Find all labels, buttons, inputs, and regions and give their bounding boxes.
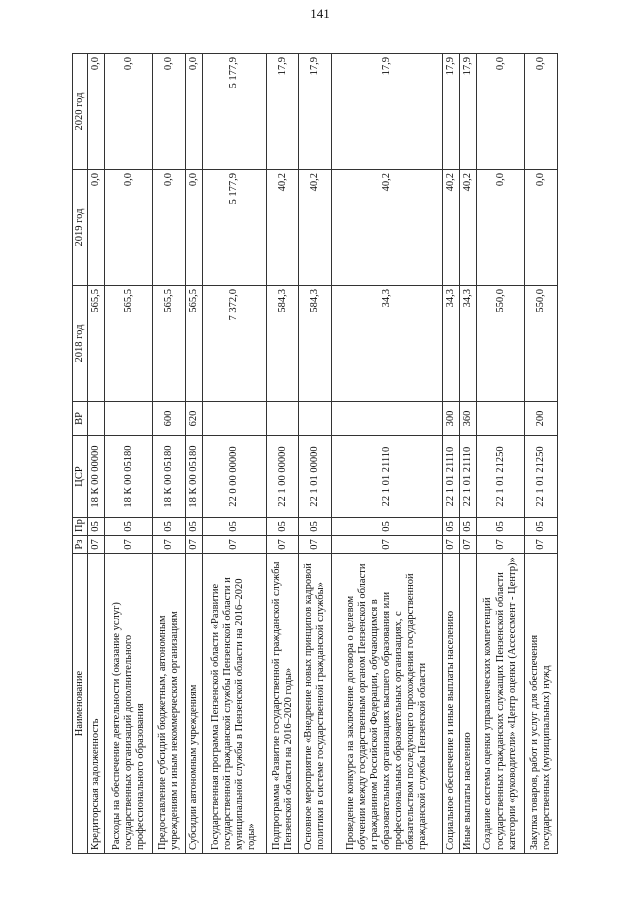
table-row [88,54,105,854]
cell-rz: 07 [443,536,460,554]
cell-rz: 07 [266,536,299,554]
header-2018: 2018 год [73,286,88,402]
cell-pr: 05 [202,518,266,536]
header-vr: ВР [73,402,88,436]
cell-pr: 05 [332,518,443,536]
table-row [332,54,443,854]
cell-vr: 360 [459,402,476,436]
cell-y2020: 17,9 [332,54,443,170]
cell-vr: 300 [443,402,460,436]
cell-y2019: 0,0 [153,170,186,286]
cell-y2019: 0,0 [476,170,524,286]
table-row [153,54,186,854]
table-row [202,54,266,854]
header-name: Наименование [73,554,88,854]
cell-csr: 22 0 00 00000 [202,436,266,518]
cell-y2018: 565,5 [88,286,105,402]
cell-name: Социальное обеспечение и иные выплаты населению [443,554,460,854]
cell-y2018: 565,5 [153,286,186,402]
table-row [299,54,332,854]
cell-pr: 05 [185,518,202,536]
table-row [185,54,202,854]
cell-vr: 600 [153,402,186,436]
cell-vr [202,402,266,436]
cell-y2020: 17,9 [443,54,460,170]
cell-y2018: 565,5 [104,286,152,402]
cell-vr [104,402,152,436]
header-csr: ЦСР [73,436,88,518]
cell-pr: 05 [443,518,460,536]
cell-rz: 07 [299,536,332,554]
cell-y2020: 0,0 [153,54,186,170]
cell-name: Создание системы оценки управленческих компетенций государственных гражданских служащих Пензенской области категории «руководители» «Центр оценки (Ассессмент - Центр)» [476,554,524,854]
cell-y2020: 0,0 [104,54,152,170]
cell-pr: 05 [476,518,524,536]
cell-name: Иные выплаты населению [459,554,476,854]
cell-csr: 22 1 01 21110 [459,436,476,518]
cell-csr: 22 1 00 00000 [266,436,299,518]
cell-pr: 05 [299,518,332,536]
cell-vr [299,402,332,436]
cell-csr: 22 1 01 21110 [332,436,443,518]
cell-y2019: 0,0 [104,170,152,286]
cell-pr: 05 [525,518,558,536]
cell-csr: 22 1 01 21110 [443,436,460,518]
cell-y2019: 40,2 [443,170,460,286]
cell-y2020: 17,9 [266,54,299,170]
cell-name: Кредиторская задолженность [88,554,105,854]
cell-y2019: 0,0 [525,170,558,286]
cell-y2019: 40,2 [266,170,299,286]
rotated-table-container [72,54,558,854]
cell-y2020: 0,0 [88,54,105,170]
cell-csr: 18 К 00 05180 [185,436,202,518]
cell-vr [476,402,524,436]
cell-name: Государственная программа Пензенской области «Развитие государственной гражданской службы Пензенской области и муниципальной службы в Пензенской области на 2016–2020 годы» [202,554,266,854]
table-row [525,54,558,854]
cell-rz: 07 [459,536,476,554]
table-body [88,54,558,854]
cell-pr: 05 [266,518,299,536]
cell-y2019: 40,2 [459,170,476,286]
page-number: 141 [310,6,330,21]
cell-csr: 22 1 01 21250 [476,436,524,518]
cell-vr [88,402,105,436]
header-2020: 2020 год [73,54,88,170]
cell-pr: 05 [459,518,476,536]
cell-csr: 22 1 01 00000 [299,436,332,518]
cell-name: Закупка товаров, работ и услуг для обеспечения государственных (муниципальных) нужд [525,554,558,854]
cell-rz: 07 [332,536,443,554]
table-row [104,54,152,854]
cell-y2018: 584,3 [299,286,332,402]
cell-vr: 200 [525,402,558,436]
cell-csr: 22 1 01 21250 [525,436,558,518]
cell-rz: 07 [202,536,266,554]
cell-csr: 18 К 00 05180 [104,436,152,518]
cell-y2018: 565,5 [185,286,202,402]
table-row [443,54,460,854]
cell-y2020: 17,9 [299,54,332,170]
cell-y2018: 34,3 [443,286,460,402]
cell-name: Предоставление субсидий бюджетным, автономным учреждениям и иным некоммерческим организациям [153,554,186,854]
cell-y2020: 0,0 [185,54,202,170]
cell-y2018: 34,3 [459,286,476,402]
cell-name: Подпрограмма «Развитие государственной гражданской службы Пензенской области на 2016–2020 годы» [266,554,299,854]
cell-y2018: 550,0 [476,286,524,402]
header-rz: Рз [73,536,88,554]
cell-y2018: 550,0 [525,286,558,402]
cell-vr [266,402,299,436]
cell-name: Расходы на обеспечение деятельности (оказание услуг) государственных организаций дополнительного профессионального образования [104,554,152,854]
cell-csr: 18 К 00 05180 [153,436,186,518]
cell-rz: 07 [185,536,202,554]
cell-vr: 620 [185,402,202,436]
cell-name: Проведение конкурса на заключение договора о целевом обучении между государственным органом Пензенской области и гражданином Российской Федерации, обучающимся в образовательных организациях высшего образования или профессиональных образовательных организациях, с обязательством последующего прохождения государственной гражданской службы Пензенской области [332,554,443,854]
cell-y2019: 40,2 [332,170,443,286]
header-pr: Пр [73,518,88,536]
cell-vr [332,402,443,436]
cell-rz: 07 [153,536,186,554]
cell-rz: 07 [476,536,524,554]
cell-pr: 05 [153,518,186,536]
cell-y2020: 17,9 [459,54,476,170]
cell-y2020: 0,0 [525,54,558,170]
cell-y2019: 40,2 [299,170,332,286]
cell-y2018: 584,3 [266,286,299,402]
cell-pr: 05 [104,518,152,536]
cell-name: Субсидии автономным учреждениям [185,554,202,854]
cell-y2020: 5 177,9 [202,54,266,170]
budget-table [72,53,558,854]
cell-csr: 18 К 00 00000 [88,436,105,518]
cell-y2019: 5 177,9 [202,170,266,286]
cell-y2019: 0,0 [88,170,105,286]
cell-y2018: 34,3 [332,286,443,402]
table-row [459,54,476,854]
cell-rz: 07 [88,536,105,554]
table-row [266,54,299,854]
cell-y2019: 0,0 [185,170,202,286]
cell-name: Основное мероприятие «Внедрение новых принципов кадровой политики в системе государственной гражданской службы» [299,554,332,854]
table-header-row [73,54,88,854]
cell-y2020: 0,0 [476,54,524,170]
header-2019: 2019 год [73,170,88,286]
cell-pr: 05 [88,518,105,536]
cell-rz: 07 [525,536,558,554]
cell-y2018: 7 372,0 [202,286,266,402]
table-row [476,54,524,854]
cell-rz: 07 [104,536,152,554]
